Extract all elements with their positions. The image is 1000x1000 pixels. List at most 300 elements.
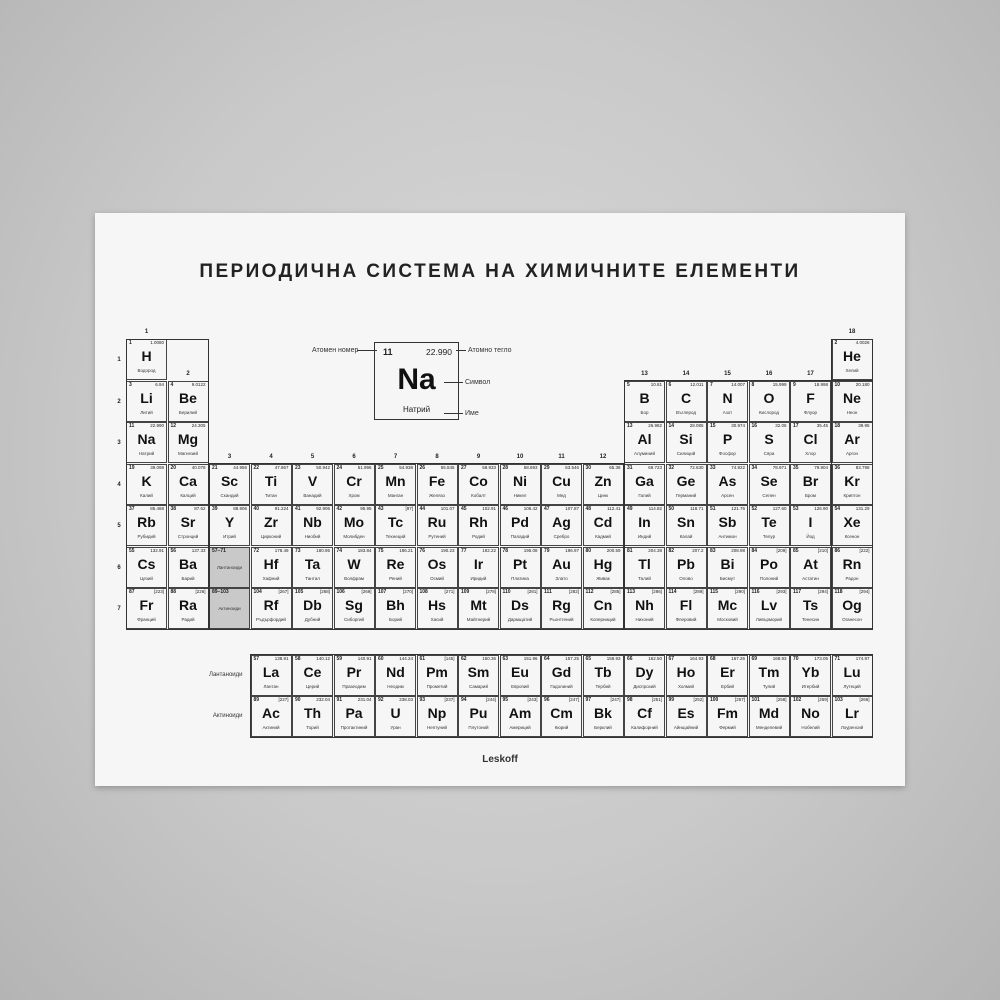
element-cell-rn[interactable]: [832, 547, 873, 588]
element-name: Цинк: [597, 492, 609, 498]
element-cell-sb[interactable]: [707, 505, 748, 546]
atomic-mass: [286]: [651, 589, 662, 594]
atomic-mass: 126.90: [814, 506, 828, 511]
atomic-number: 101: [751, 697, 760, 703]
element-cell-p[interactable]: [707, 422, 748, 463]
element-cell-cf[interactable]: [624, 696, 665, 737]
element-cell-li[interactable]: [126, 381, 167, 422]
element-name: Иридий: [470, 575, 487, 581]
element-cell-er[interactable]: [707, 655, 748, 696]
atomic-mass: 204.38: [648, 547, 662, 553]
atomic-mass: [268]: [319, 589, 330, 594]
atomic-mass: 63.546: [565, 464, 579, 470]
element-cell-sm[interactable]: [458, 655, 499, 696]
group-number-14: 14: [682, 370, 690, 377]
element-cell-dy[interactable]: [624, 655, 665, 696]
element-symbol: Np: [427, 705, 447, 721]
element-cell-te[interactable]: [749, 505, 790, 546]
atomic-number: 115: [710, 589, 719, 595]
element-cell-ra[interactable]: [168, 588, 209, 629]
legend-label-name: Име: [465, 410, 479, 417]
element-name: Алуминий: [634, 451, 655, 456]
atomic-number: 57: [253, 655, 260, 662]
element-name: Астатин: [802, 575, 819, 581]
element-cell-si[interactable]: [666, 422, 707, 463]
element-symbol: Dy: [635, 663, 654, 680]
element-name: Желязо: [428, 492, 446, 498]
element-cell-pm[interactable]: [417, 655, 458, 696]
atomic-mass: [278]: [485, 589, 496, 594]
atomic-number: 71: [834, 655, 841, 662]
element-cell-ta[interactable]: [292, 547, 333, 588]
element-symbol: Cf: [637, 705, 652, 721]
atomic-number: 70: [793, 655, 799, 662]
atomic-mass: 144.24: [399, 655, 413, 661]
element-symbol: Pd: [511, 514, 529, 530]
element-cell-v[interactable]: [292, 464, 333, 505]
atomic-number: 111: [544, 589, 552, 595]
period-number-3: 3: [117, 440, 121, 446]
element-name: Рьонтгений: [549, 617, 574, 622]
atomic-number: 35: [793, 464, 799, 471]
atomic-mass: 4.0026: [855, 340, 870, 345]
element-cell-ne[interactable]: [832, 381, 873, 422]
element-name: Технеций: [385, 534, 406, 539]
element-cell-pd[interactable]: [500, 505, 541, 546]
element-name: Холмий: [677, 683, 695, 689]
atomic-number: 54: [834, 506, 841, 512]
legend-atomic-mass: 22.990: [426, 347, 452, 357]
element-cell-ag[interactable]: [541, 505, 582, 546]
atomic-mass: 40.078: [191, 464, 206, 470]
element-cell-es[interactable]: [666, 696, 707, 737]
element-cell-ru[interactable]: [417, 505, 458, 546]
element-cell-pa[interactable]: [334, 696, 375, 737]
atomic-mass: 85.468: [150, 506, 164, 511]
atomic-mass: 167.26: [731, 655, 745, 661]
atomic-mass: [269]: [361, 589, 372, 594]
element-cell-bh[interactable]: [375, 588, 416, 629]
element-symbol: S: [764, 431, 774, 447]
atomic-number: 116: [751, 589, 760, 595]
element-symbol: Si: [679, 431, 693, 447]
element-cell-lv[interactable]: [749, 588, 790, 629]
element-name: Нобелий: [801, 725, 820, 730]
element-symbol: V: [307, 472, 318, 489]
element-name: Актиний: [262, 725, 280, 730]
atomic-mass: 138.91: [274, 655, 289, 661]
element-cell-lr[interactable]: [832, 696, 873, 737]
element-cell-tb[interactable]: [583, 655, 624, 696]
element-cell-ga[interactable]: [624, 464, 665, 505]
element-cell-al[interactable]: [624, 422, 665, 463]
atomic-mass: 158.93: [606, 655, 621, 661]
element-name: Диспрозий: [633, 683, 656, 689]
element-cell-at[interactable]: [790, 547, 831, 588]
atomic-mass: 162.50: [648, 655, 662, 661]
atomic-mass: 195.08: [523, 547, 538, 553]
element-name: Кислород: [758, 409, 780, 415]
atomic-number: 47: [544, 506, 550, 512]
element-cell-xe[interactable]: [832, 505, 873, 546]
element-cell-po[interactable]: [749, 547, 790, 588]
element-symbol: No: [801, 705, 820, 721]
element-symbol: Cn: [593, 597, 613, 613]
element-cell-hs[interactable]: [417, 588, 458, 629]
atomic-mass: 190.23: [440, 547, 455, 553]
element-cell-cm[interactable]: [541, 696, 582, 737]
element-name: Рений: [389, 575, 402, 581]
element-symbol: Mo: [343, 514, 365, 530]
atomic-number: 18: [834, 423, 841, 429]
atomic-number: 86: [834, 547, 841, 554]
element-cell-tl[interactable]: [624, 547, 665, 588]
element-cell-th[interactable]: [292, 696, 333, 737]
atomic-number: 85: [793, 547, 799, 554]
element-name: Гадолиний: [550, 683, 573, 689]
atomic-mass: 24.305: [191, 423, 206, 428]
element-cell-mn[interactable]: [375, 464, 416, 505]
atomic-number: 51: [710, 506, 716, 512]
element-cell-fl[interactable]: [666, 588, 707, 629]
element-cell-fr[interactable]: [126, 588, 167, 629]
element-symbol: At: [803, 555, 818, 572]
atomic-mass: 55.845: [440, 464, 455, 470]
atomic-mass: 15.999: [772, 381, 787, 387]
element-symbol: Ar: [844, 431, 860, 447]
atomic-mass: 47.867: [274, 464, 289, 470]
element-symbol: Mg: [177, 431, 199, 447]
atomic-mass: [210]: [817, 547, 828, 553]
atomic-number: 14: [668, 423, 675, 429]
element-cell-og[interactable]: [832, 588, 873, 629]
lanthanides-row-label: Лантаноиди: [209, 671, 243, 678]
atomic-number: 89: [253, 697, 260, 703]
element-cell-fm[interactable]: [707, 696, 748, 737]
element-cell-mc[interactable]: [707, 588, 748, 629]
element-cell-ce[interactable]: [292, 655, 333, 696]
atomic-mass: 178.49: [274, 547, 289, 553]
atomic-number: 78: [502, 547, 509, 554]
element-cell-mt[interactable]: [458, 588, 499, 629]
element-name: Коперниций: [590, 617, 616, 622]
element-cell-bk[interactable]: [583, 696, 624, 737]
element-cell-tc[interactable]: [375, 505, 416, 546]
element-name: Паладий: [510, 534, 530, 539]
element-name: Талий: [638, 575, 651, 581]
element-name: Водород: [137, 368, 156, 373]
element-cell-cd[interactable]: [583, 505, 624, 546]
element-cell-n[interactable]: [707, 381, 748, 422]
element-name: Радон: [845, 575, 859, 581]
element-cell-md[interactable]: [749, 696, 790, 737]
element-name: Титан: [264, 492, 278, 498]
element-cell-na[interactable]: [126, 422, 167, 463]
element-name: Ванадий: [303, 492, 322, 498]
element-cell-np[interactable]: [417, 696, 458, 737]
atomic-mass: 151.96: [523, 655, 538, 661]
element-cell-co[interactable]: [458, 464, 499, 505]
element-name: Литий: [140, 409, 153, 415]
atomic-mass: 92.906: [316, 506, 330, 511]
element-cell-zr[interactable]: [251, 505, 292, 546]
atomic-number: 84: [751, 547, 758, 554]
element-cell-b[interactable]: [624, 381, 665, 422]
element-name: Калий: [140, 492, 153, 498]
atomic-mass: 157.25: [565, 655, 579, 661]
atomic-mass: 173.05: [814, 655, 828, 661]
actinides-placeholder[interactable]: [209, 588, 250, 629]
element-cell-sg[interactable]: [334, 588, 375, 629]
element-symbol: Lv: [760, 597, 778, 613]
atomic-number: 61: [419, 655, 426, 662]
group-number-8: 8: [435, 453, 439, 460]
element-cell-cs[interactable]: [126, 547, 167, 588]
element-symbol: Be: [179, 389, 197, 406]
element-symbol: Db: [303, 597, 322, 613]
element-cell-sc[interactable]: [209, 464, 250, 505]
element-name: Бром: [804, 492, 817, 498]
atomic-number: 81: [627, 547, 633, 554]
legend-key-cell: [374, 342, 459, 420]
element-cell-be[interactable]: [168, 381, 209, 422]
element-cell-u[interactable]: [375, 696, 416, 737]
period-number-2: 2: [117, 398, 121, 405]
atomic-mass: 6.94: [155, 381, 164, 387]
group-number-7: 7: [393, 453, 398, 460]
element-symbol: O: [763, 389, 775, 406]
element-name: Никел: [513, 492, 527, 498]
element-cell-ho[interactable]: [666, 655, 707, 696]
element-name: Стронций: [177, 534, 199, 539]
element-cell-nh[interactable]: [624, 588, 665, 629]
element-cell-ca[interactable]: [168, 464, 209, 505]
atomic-number: 55: [129, 547, 135, 554]
element-name: Протактиний: [340, 725, 368, 730]
element-cell-he[interactable]: [832, 339, 873, 380]
element-cell-sn[interactable]: [666, 505, 707, 546]
element-symbol: Nb: [303, 514, 322, 530]
element-symbol: Am: [508, 705, 532, 721]
element-symbol: Rb: [137, 514, 156, 530]
element-cell-re[interactable]: [375, 547, 416, 588]
element-symbol: Au: [552, 555, 571, 572]
element-symbol: Pm: [426, 663, 448, 680]
element-symbol: F: [806, 389, 815, 406]
element-cell-os[interactable]: [417, 547, 458, 588]
atomic-mass: 54.938: [399, 464, 413, 470]
element-symbol: Bk: [594, 705, 612, 721]
atomic-number: 67: [668, 655, 675, 662]
atomic-number: 73: [295, 547, 301, 554]
atomic-number: 72: [253, 547, 260, 554]
element-cell-au[interactable]: [541, 547, 582, 588]
atomic-number: 60: [378, 655, 384, 662]
element-cell-eu[interactable]: [500, 655, 541, 696]
atomic-number: 79: [544, 547, 550, 554]
element-cell-se[interactable]: [749, 464, 790, 505]
element-cell-s[interactable]: [749, 422, 790, 463]
element-name: Хелий: [845, 368, 859, 373]
atomic-mass: 50.942: [316, 464, 330, 470]
element-symbol: Cm: [550, 705, 573, 721]
element-cell-f[interactable]: [790, 381, 831, 422]
element-cell-fe[interactable]: [417, 464, 458, 505]
actinides-row-label: Актиноиди: [212, 713, 243, 719]
element-name: Ербий: [720, 683, 735, 689]
element-name: Скандий: [220, 492, 239, 498]
element-symbol: Hf: [263, 555, 279, 572]
element-cell-in[interactable]: [624, 505, 665, 546]
element-cell-ba[interactable]: [168, 547, 209, 588]
element-name: Дубний: [304, 617, 321, 622]
element-cell-bi[interactable]: [707, 547, 748, 588]
atomic-number: 95: [502, 697, 509, 703]
group-number-13: 13: [641, 370, 648, 377]
element-cell-k[interactable]: [126, 464, 167, 505]
element-name: Лоуренсий: [840, 725, 864, 730]
atomic-number: 48: [585, 506, 592, 512]
element-symbol: Mn: [385, 472, 406, 489]
element-cell-la[interactable]: [251, 655, 292, 696]
element-name: Сяра: [763, 451, 775, 456]
atomic-number: 106: [336, 589, 345, 595]
legend-label-symbol: Символ: [465, 379, 491, 386]
atomic-mass: 12.011: [690, 381, 704, 387]
element-cell-mo[interactable]: [334, 505, 375, 546]
element-cell-nb[interactable]: [292, 505, 333, 546]
atomic-mass: 183.84: [357, 547, 372, 553]
element-cell-br[interactable]: [790, 464, 831, 505]
element-cell-c[interactable]: [666, 381, 707, 422]
element-cell-rg[interactable]: [541, 588, 582, 629]
element-cell-zn[interactable]: [583, 464, 624, 505]
element-cell-rf[interactable]: [251, 588, 292, 629]
atomic-number: 91: [336, 697, 343, 703]
atomic-number: 10: [834, 381, 841, 388]
element-name: Айнщайний: [673, 725, 699, 730]
atomic-mass: 74.922: [731, 464, 745, 470]
element-symbol: Pa: [345, 705, 363, 721]
element-symbol: Hs: [428, 597, 446, 613]
atomic-mass: 208.98: [731, 547, 745, 553]
element-cell-ge[interactable]: [666, 464, 707, 505]
group-number-17: 17: [807, 370, 814, 377]
element-cell-yb[interactable]: [790, 655, 831, 696]
element-name: Хлор: [805, 451, 816, 456]
atomic-number: 65: [585, 655, 592, 662]
element-cell-pu[interactable]: [458, 696, 499, 737]
element-cell-o[interactable]: [749, 381, 790, 422]
element-cell-ts[interactable]: [790, 588, 831, 629]
element-cell-ar[interactable]: [832, 422, 873, 463]
element-symbol: Sb: [718, 514, 737, 530]
atomic-mass: [285]: [610, 589, 621, 594]
element-symbol: Zr: [264, 514, 278, 530]
element-cell-ir[interactable]: [458, 547, 499, 588]
element-cell-ac[interactable]: [251, 696, 292, 737]
lanthanides-placeholder[interactable]: [209, 547, 250, 588]
element-symbol: K: [141, 472, 152, 489]
element-name: Йод: [806, 534, 815, 539]
element-symbol: W: [347, 555, 361, 572]
atomic-number: 109: [461, 589, 470, 595]
element-cell-rh[interactable]: [458, 505, 499, 546]
atomic-mass: 58.933: [482, 464, 496, 470]
element-cell-pb[interactable]: [666, 547, 707, 588]
element-cell-ni[interactable]: [500, 464, 541, 505]
element-name: Волфрам: [344, 575, 364, 581]
element-cell-sr[interactable]: [168, 505, 209, 546]
element-cell-ds[interactable]: [500, 588, 541, 629]
element-cell-rb[interactable]: [126, 505, 167, 546]
atomic-mass: [289]: [693, 589, 704, 594]
atomic-mass: [247]: [610, 697, 621, 702]
element-cell-cr[interactable]: [334, 464, 375, 505]
period-number-6: 6: [117, 564, 121, 571]
atomic-number: 63: [502, 655, 509, 662]
element-cell-no[interactable]: [790, 696, 831, 737]
element-name: Аргон: [845, 451, 859, 456]
element-symbol: Sm: [467, 663, 490, 680]
atomic-number: 39: [212, 506, 218, 512]
element-cell-tm[interactable]: [749, 655, 790, 696]
atomic-mass: 79.904: [814, 464, 828, 470]
atomic-mass: 192.22: [482, 547, 496, 553]
element-symbol: Sr: [180, 514, 196, 530]
atomic-number: 6: [668, 381, 672, 388]
element-cell-cl[interactable]: [790, 422, 831, 463]
element-name: Калций: [180, 492, 196, 498]
element-cell-h[interactable]: [126, 339, 167, 380]
element-symbol: Ru: [427, 514, 447, 530]
element-symbol: Cl: [803, 431, 818, 447]
element-cell-pt[interactable]: [500, 547, 541, 588]
group-number-9: 9: [476, 453, 481, 460]
element-cell-i[interactable]: [790, 505, 831, 546]
element-cell-nd[interactable]: [375, 655, 416, 696]
element-cell-ti[interactable]: [251, 464, 292, 505]
element-name: Америций: [509, 725, 531, 730]
element-cell-hg[interactable]: [583, 547, 624, 588]
element-name: Итербий: [801, 683, 820, 689]
atomic-mass: [257]: [734, 697, 745, 702]
element-name: Празеодим: [342, 683, 366, 689]
element-cell-w[interactable]: [334, 547, 375, 588]
element-cell-kr[interactable]: [832, 464, 873, 505]
element-symbol: Cd: [593, 514, 613, 530]
atomic-mass: 28.085: [689, 423, 704, 428]
element-cell-lu[interactable]: [832, 655, 873, 696]
element-cell-hf[interactable]: [251, 547, 292, 588]
element-cell-am[interactable]: [500, 696, 541, 737]
element-symbol: Cs: [137, 555, 156, 572]
element-cell-mg[interactable]: [168, 422, 209, 463]
element-cell-db[interactable]: [292, 588, 333, 629]
element-cell-pr[interactable]: [334, 655, 375, 696]
element-cell-cn[interactable]: [583, 588, 624, 629]
element-symbol: Fe: [428, 472, 446, 489]
element-cell-as[interactable]: [707, 464, 748, 505]
atomic-mass: [294]: [859, 589, 870, 594]
element-cell-cu[interactable]: [541, 464, 582, 505]
element-cell-y[interactable]: [209, 505, 250, 546]
element-symbol: Ir: [473, 555, 484, 572]
atomic-number: 43: [378, 506, 384, 512]
atomic-mass: 78.971: [772, 464, 787, 470]
element-cell-gd[interactable]: [541, 655, 582, 696]
element-symbol: Li: [140, 389, 153, 406]
